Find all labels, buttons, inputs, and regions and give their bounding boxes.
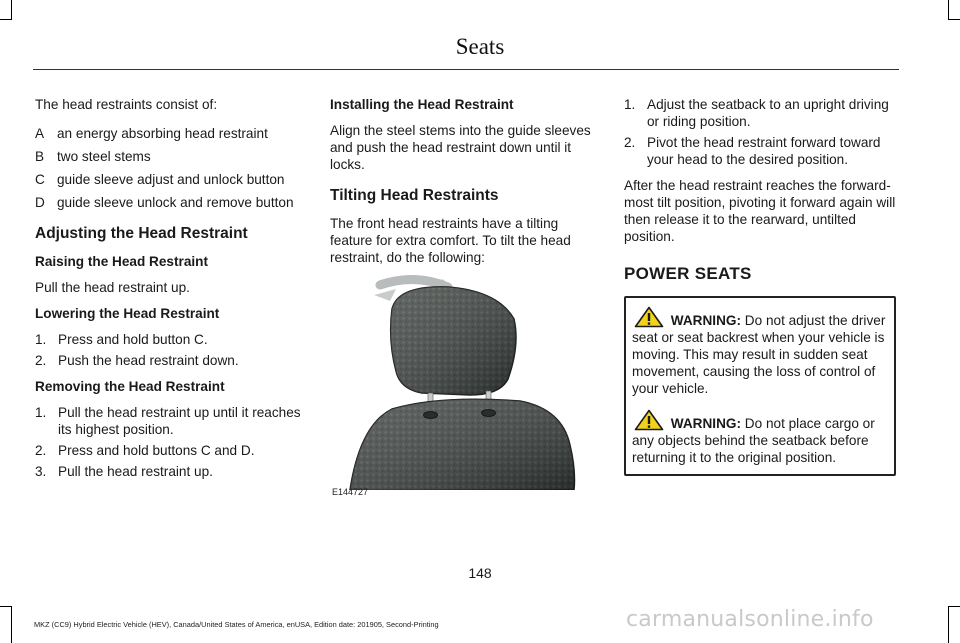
step-number: 3. [35,464,47,479]
tilt-arrow [380,279,448,287]
head-restraint-figure [330,275,602,503]
step-number: 2. [35,443,47,458]
warning-label: WARNING: [670,313,742,328]
part-key: B [35,149,45,164]
step-text: Pull the head restraint up. [58,464,213,479]
after-tilt-text: After the head restraint reaches the forward-most tilt position, pivoting it forward again will then release it to the rearward, untilted position. [624,178,896,244]
guide-sleeve [482,410,496,417]
subheading-install: Installing the Head Restraint [330,97,514,112]
list-item [35,148,307,165]
header-rule [33,69,899,70]
arrow-tail-icon [374,289,396,301]
raise-text: Pull the head restraint up. [35,280,190,295]
step-text: Press and hold buttons C and D. [58,443,255,458]
part-text: two steel stems [57,149,151,164]
watermark: carmanualsonline.info [626,607,874,632]
list-item [35,171,307,188]
page-number: 148 [468,565,492,581]
parts-intro: The head restraints consist of: [35,97,218,112]
list-item [624,134,896,168]
warning-triangle-icon [634,409,664,431]
step-number: 1. [624,97,636,112]
warning-label: WARNING: [670,416,742,431]
page-title: Seats [455,34,505,59]
list-item [35,194,307,211]
step-number: 2. [624,135,636,150]
part-text: guide sleeve adjust and unlock button [57,172,285,187]
part-key: C [35,172,45,187]
column-left [35,96,307,489]
install-text: Align the steel stems into the guide sleeves and push the head restraint down until it locks. [330,123,591,172]
crop-mark [11,0,12,20]
parts-list [35,125,307,211]
column-right [624,96,896,476]
part-text: guide sleeve unlock and remove button [57,195,294,210]
seat-back-shading [350,399,575,490]
part-key: A [35,126,45,141]
tilt-steps [624,96,896,168]
step-text: Push the head restraint down. [58,353,239,368]
crop-mark [0,606,12,607]
column-middle [330,96,602,503]
list-item [35,463,307,480]
warning-triangle-icon [634,306,664,328]
section-heading-power-seats: POWER SEATS [624,264,752,283]
crop-mark [11,606,12,643]
step-text: Adjust the seatback to an upright driving or riding position. [647,97,889,129]
warning-box [624,296,896,476]
step-number: 2. [35,353,47,368]
figure-code: E144727 [332,487,369,497]
subheading-remove: Removing the Head Restraint [35,379,225,394]
step-number: 1. [35,405,47,420]
step-text: Pivot the head restraint forward toward your head to the desired position. [647,135,881,167]
lower-steps [35,331,307,369]
section-heading-adjust: Adjusting the Head Restraint [35,225,248,242]
step-text: Pull the head restraint up until it reaches its highest position. [58,405,301,437]
list-item [35,442,307,459]
crop-mark [948,19,960,20]
tilt-text: The front head restraints have a tilting feature for extra comfort. To tilt the head restraint, do the following: [330,216,571,265]
subheading-raise: Raising the Head Restraint [35,254,208,269]
list-item [35,404,307,438]
section-heading-tilt: Tilting Head Restraints [330,187,499,204]
remove-steps [35,404,307,480]
crop-mark [0,19,12,20]
cushion-shading [391,287,516,395]
crop-mark [948,606,949,643]
guide-sleeve [424,412,438,419]
list-item [35,125,307,142]
warning-paragraph [632,306,888,397]
footer-edition-text: MKZ (CC9) Hybrid Electric Vehicle (HEV), Canada/United States of America, enUSA, Edition date: 201905, Second-Printing [34,620,439,629]
subheading-lower: Lowering the Head Restraint [35,306,220,321]
list-item [35,352,307,369]
part-key: D [35,195,45,210]
head-restraint-illustration [330,275,602,490]
step-text: Press and hold button C. [58,332,208,347]
list-item [35,331,307,348]
warning-text: Do not place cargo or any objects behind the seatback before returning it to the original position. [632,416,875,465]
step-number: 1. [35,332,47,347]
warning-text: Do not adjust the driver seat or seat backrest when your vehicle is moving. This may result in sudden seat movement, causing the loss of control of your vehicle. [632,313,886,396]
list-item [624,96,896,130]
part-text: an energy absorbing head restraint [57,126,268,141]
crop-mark [948,0,949,20]
warning-paragraph [632,409,888,466]
crop-mark [948,606,960,607]
